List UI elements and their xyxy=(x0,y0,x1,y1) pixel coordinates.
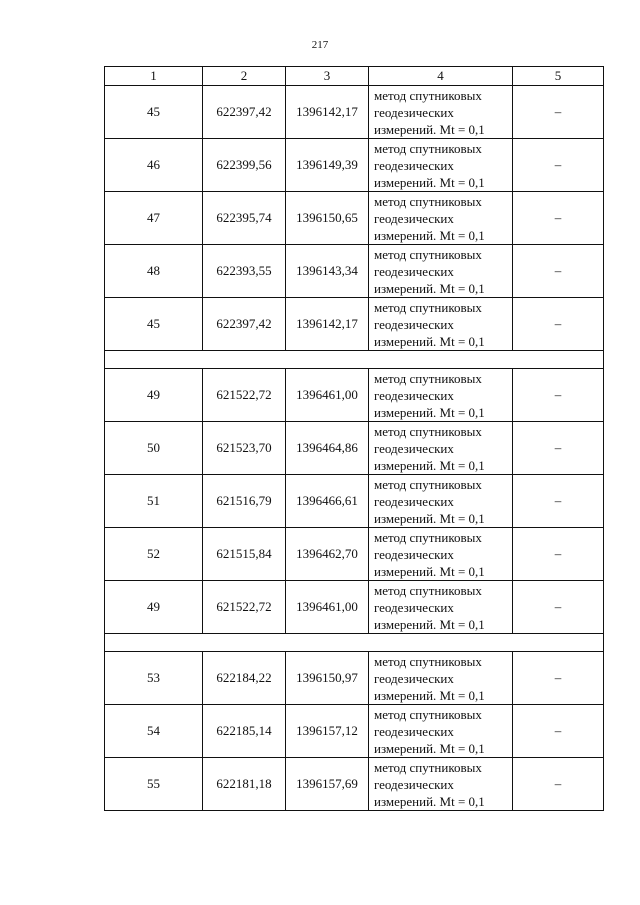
method-text-line: метод спутниковых xyxy=(374,246,482,262)
method-text-line: геодезических xyxy=(374,316,454,332)
method-cell xyxy=(369,139,513,192)
method-cell xyxy=(369,705,513,758)
method-cell xyxy=(369,192,513,245)
point-number-cell: 45 xyxy=(105,298,203,351)
method-text-line: измерений. Mt = 0,1 xyxy=(374,616,485,632)
table-row xyxy=(105,705,604,758)
column-header-2: 2 xyxy=(203,67,286,86)
table-row xyxy=(105,139,604,192)
method-text-line: измерений. Mt = 0,1 xyxy=(374,227,485,243)
x-coordinate-cell: 621523,70 xyxy=(203,422,286,475)
method-cell xyxy=(369,475,513,528)
table-body xyxy=(105,67,604,811)
point-number-cell: 49 xyxy=(105,369,203,422)
x-coordinate-cell: 622397,42 xyxy=(203,298,286,351)
point-number-cell: 47 xyxy=(105,192,203,245)
y-coordinate-cell: 1396157,12 xyxy=(286,705,369,758)
y-coordinate-cell: 1396150,65 xyxy=(286,192,369,245)
method-cell xyxy=(369,298,513,351)
table-row xyxy=(105,422,604,475)
note-cell: – xyxy=(513,422,604,475)
method-text-line: метод спутниковых xyxy=(374,759,482,775)
method-cell xyxy=(369,422,513,475)
method-text-line: измерений. Mt = 0,1 xyxy=(374,793,485,809)
y-coordinate-cell: 1396142,17 xyxy=(286,298,369,351)
method-text-line: метод спутниковых xyxy=(374,653,482,669)
method-cell xyxy=(369,245,513,298)
point-number-cell: 46 xyxy=(105,139,203,192)
method-text-line: измерений. Mt = 0,1 xyxy=(374,510,485,526)
table-header-row xyxy=(105,67,604,86)
column-header-5: 5 xyxy=(513,67,604,86)
method-cell xyxy=(369,758,513,811)
method-text-line: измерений. Mt = 0,1 xyxy=(374,280,485,296)
section-separator-row xyxy=(105,634,604,652)
y-coordinate-cell: 1396462,70 xyxy=(286,528,369,581)
method-text-line: измерений. Mt = 0,1 xyxy=(374,404,485,420)
section-separator-row xyxy=(105,351,604,369)
method-text-line: геодезических xyxy=(374,104,454,120)
method-text-line: геодезических xyxy=(374,723,454,739)
point-number-cell: 52 xyxy=(105,528,203,581)
table-row xyxy=(105,298,604,351)
method-text-line: метод спутниковых xyxy=(374,140,482,156)
note-cell: – xyxy=(513,705,604,758)
note-cell: – xyxy=(513,245,604,298)
method-text-line: геодезических xyxy=(374,210,454,226)
method-text-line: метод спутниковых xyxy=(374,423,482,439)
x-coordinate-cell: 621515,84 xyxy=(203,528,286,581)
y-coordinate-cell: 1396150,97 xyxy=(286,652,369,705)
page-number: 217 xyxy=(311,39,329,51)
method-text-line: метод спутниковых xyxy=(374,87,482,103)
note-cell: – xyxy=(513,581,604,634)
note-cell: – xyxy=(513,192,604,245)
point-number-cell: 50 xyxy=(105,422,203,475)
y-coordinate-cell: 1396157,69 xyxy=(286,758,369,811)
column-header-3: 3 xyxy=(286,67,369,86)
x-coordinate-cell: 622399,56 xyxy=(203,139,286,192)
table-row xyxy=(105,528,604,581)
method-text-line: измерений. Mt = 0,1 xyxy=(374,740,485,756)
method-text-line: метод спутниковых xyxy=(374,706,482,722)
method-text-line: геодезических xyxy=(374,670,454,686)
method-text-line: геодезических xyxy=(374,493,454,509)
method-text-line: метод спутниковых xyxy=(374,299,482,315)
x-coordinate-cell: 622393,55 xyxy=(203,245,286,298)
x-coordinate-cell: 622184,22 xyxy=(203,652,286,705)
method-cell xyxy=(369,369,513,422)
method-text-line: метод спутниковых xyxy=(374,476,482,492)
table-row xyxy=(105,581,604,634)
method-text-line: геодезических xyxy=(374,263,454,279)
method-cell xyxy=(369,86,513,139)
y-coordinate-cell: 1396464,86 xyxy=(286,422,369,475)
coordinates-table xyxy=(104,66,604,811)
table-row xyxy=(105,245,604,298)
x-coordinate-cell: 621516,79 xyxy=(203,475,286,528)
point-number-cell: 51 xyxy=(105,475,203,528)
y-coordinate-cell: 1396143,34 xyxy=(286,245,369,298)
table-row xyxy=(105,86,604,139)
x-coordinate-cell: 621522,72 xyxy=(203,581,286,634)
x-coordinate-cell: 622181,18 xyxy=(203,758,286,811)
method-cell xyxy=(369,581,513,634)
method-text-line: геодезических xyxy=(374,599,454,615)
y-coordinate-cell: 1396461,00 xyxy=(286,369,369,422)
table-row xyxy=(105,192,604,245)
note-cell: – xyxy=(513,139,604,192)
method-text-line: метод спутниковых xyxy=(374,370,482,386)
table-row xyxy=(105,758,604,811)
method-text-line: геодезических xyxy=(374,546,454,562)
method-text-line: измерений. Mt = 0,1 xyxy=(374,563,485,579)
point-number-cell: 48 xyxy=(105,245,203,298)
method-text-line: геодезических xyxy=(374,387,454,403)
note-cell: – xyxy=(513,475,604,528)
column-header-4: 4 xyxy=(369,67,513,86)
point-number-cell: 54 xyxy=(105,705,203,758)
method-cell xyxy=(369,652,513,705)
method-text-line: метод спутниковых xyxy=(374,193,482,209)
point-number-cell: 45 xyxy=(105,86,203,139)
method-text-line: измерений. Mt = 0,1 xyxy=(374,457,485,473)
method-text-line: измерений. Mt = 0,1 xyxy=(374,121,485,137)
method-text-line: метод спутниковых xyxy=(374,582,482,598)
separator-cell xyxy=(105,351,604,369)
note-cell: – xyxy=(513,369,604,422)
x-coordinate-cell: 622185,14 xyxy=(203,705,286,758)
y-coordinate-cell: 1396466,61 xyxy=(286,475,369,528)
method-text-line: измерений. Mt = 0,1 xyxy=(374,333,485,349)
point-number-cell: 55 xyxy=(105,758,203,811)
note-cell: – xyxy=(513,652,604,705)
method-text-line: геодезических xyxy=(374,440,454,456)
x-coordinate-cell: 621522,72 xyxy=(203,369,286,422)
table-row xyxy=(105,475,604,528)
method-cell xyxy=(369,528,513,581)
y-coordinate-cell: 1396149,39 xyxy=(286,139,369,192)
table-row xyxy=(105,369,604,422)
method-text-line: измерений. Mt = 0,1 xyxy=(374,687,485,703)
table-row xyxy=(105,652,604,705)
point-number-cell: 53 xyxy=(105,652,203,705)
separator-cell xyxy=(105,634,604,652)
note-cell: – xyxy=(513,758,604,811)
method-text-line: метод спутниковых xyxy=(374,529,482,545)
y-coordinate-cell: 1396461,00 xyxy=(286,581,369,634)
y-coordinate-cell: 1396142,17 xyxy=(286,86,369,139)
note-cell: – xyxy=(513,86,604,139)
method-text-line: измерений. Mt = 0,1 xyxy=(374,174,485,190)
method-text-line: геодезических xyxy=(374,776,454,792)
note-cell: – xyxy=(513,298,604,351)
x-coordinate-cell: 622395,74 xyxy=(203,192,286,245)
method-text-line: геодезических xyxy=(374,157,454,173)
x-coordinate-cell: 622397,42 xyxy=(203,86,286,139)
note-cell: – xyxy=(513,528,604,581)
point-number-cell: 49 xyxy=(105,581,203,634)
column-header-1: 1 xyxy=(105,67,203,86)
